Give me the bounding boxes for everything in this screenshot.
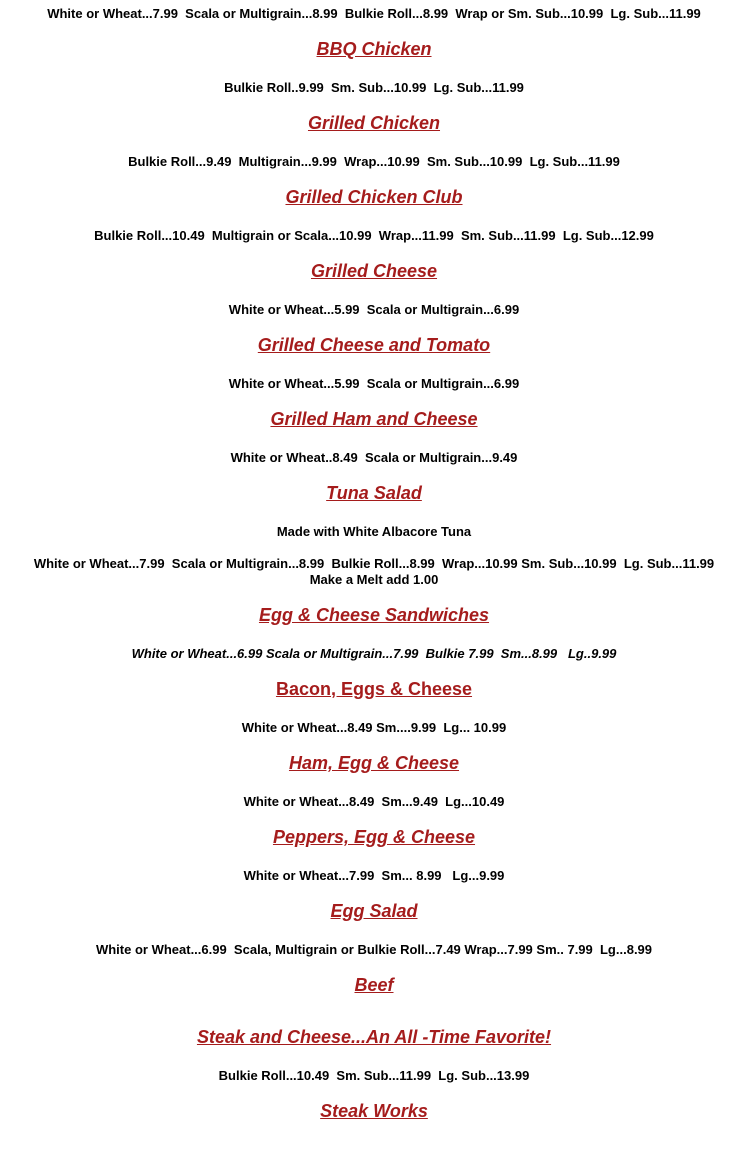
item-prices-grilled-cheese-and-tomato: White or Wheat...5.99 Scala or Multigrain...6.99 <box>228 376 520 391</box>
item-heading-bbq-chicken: BBQ Chicken <box>316 39 432 59</box>
item-heading-grilled-cheese-and-tomato: Grilled Cheese and Tomato <box>257 335 491 355</box>
item-note-tuna-salad: Make a Melt add 1.00 <box>309 572 439 587</box>
item-heading-grilled-ham-and-cheese: Grilled Ham and Cheese <box>270 409 478 429</box>
item-heading-grilled-cheese: Grilled Cheese <box>310 261 438 281</box>
item-prices-bacon-eggs-cheese: White or Wheat...8.49 Sm....9.99 Lg... 10.99 <box>241 720 507 735</box>
item-prices-grilled-cheese: White or Wheat...5.99 Scala or Multigrain...6.99 <box>228 302 520 317</box>
item-prices-grilled-chicken: Bulkie Roll...9.49 Multigrain...9.99 Wrap...10.99 Sm. Sub...10.99 Lg. Sub...11.99 <box>128 154 620 169</box>
item-prices-steak-and-cheese: Bulkie Roll...10.49 Sm. Sub...11.99 Lg. Sub...13.99 <box>218 1068 530 1083</box>
item-heading-bacon-eggs-cheese: Bacon, Eggs & Cheese <box>275 679 473 699</box>
section-heading-beef: Beef <box>354 975 394 995</box>
item-prices-grilled-ham-and-cheese: White or Wheat..8.49 Scala or Multigrain...9.49 <box>230 450 518 465</box>
item-heading-ham-egg-cheese: Ham, Egg & Cheese <box>288 753 460 773</box>
top-price-line: White or Wheat...7.99 Scala or Multigrain...8.99 Bulkie Roll...8.99 Wrap or Sm. Sub...10.99 Lg. Sub...11.99 <box>47 6 701 21</box>
item-prices-peppers-egg-cheese: White or Wheat...7.99 Sm... 8.99 Lg...9.99 <box>243 868 505 883</box>
item-prices-egg-cheese-sandwiches: White or Wheat...6.99 Scala or Multigrain...7.99 Bulkie 7.99 Sm...8.99 Lg..9.99 <box>131 646 617 661</box>
item-heading-grilled-chicken-club: Grilled Chicken Club <box>285 187 463 207</box>
item-prices-tuna-salad: White or Wheat...7.99 Scala or Multigrain...8.99 Bulkie Roll...8.99 Wrap...10.99 Sm. Sub...10.99 Lg. Sub...11.99 <box>33 556 715 571</box>
item-prices-ham-egg-cheese: White or Wheat...8.49 Sm...9.49 Lg...10.49 <box>243 794 505 809</box>
item-heading-egg-cheese-sandwiches: Egg & Cheese Sandwiches <box>258 605 490 625</box>
item-heading-tuna-salad: Tuna Salad <box>326 483 422 503</box>
item-heading-grilled-chicken: Grilled Chicken <box>307 113 441 133</box>
item-heading-steak-works: Steak Works <box>320 1101 428 1121</box>
item-prices-grilled-chicken-club: Bulkie Roll...10.49 Multigrain or Scala...10.99 Wrap...11.99 Sm. Sub...11.99 Lg. Sub...12.99 <box>94 228 654 243</box>
item-description-tuna-salad: Made with White Albacore Tuna <box>276 524 472 539</box>
item-heading-peppers-egg-cheese: Peppers, Egg & Cheese <box>272 827 476 847</box>
item-prices-egg-salad: White or Wheat...6.99 Scala, Multigrain or Bulkie Roll...7.49 Wrap...7.99 Sm.. 7.99 Lg...8.99 <box>95 942 653 957</box>
item-prices-bbq-chicken: Bulkie Roll..9.99 Sm. Sub...10.99 Lg. Sub...11.99 <box>224 80 524 95</box>
item-heading-steak-and-cheese: Steak and Cheese...An All -Time Favorite! <box>196 1027 552 1047</box>
item-heading-egg-salad: Egg Salad <box>330 901 418 921</box>
